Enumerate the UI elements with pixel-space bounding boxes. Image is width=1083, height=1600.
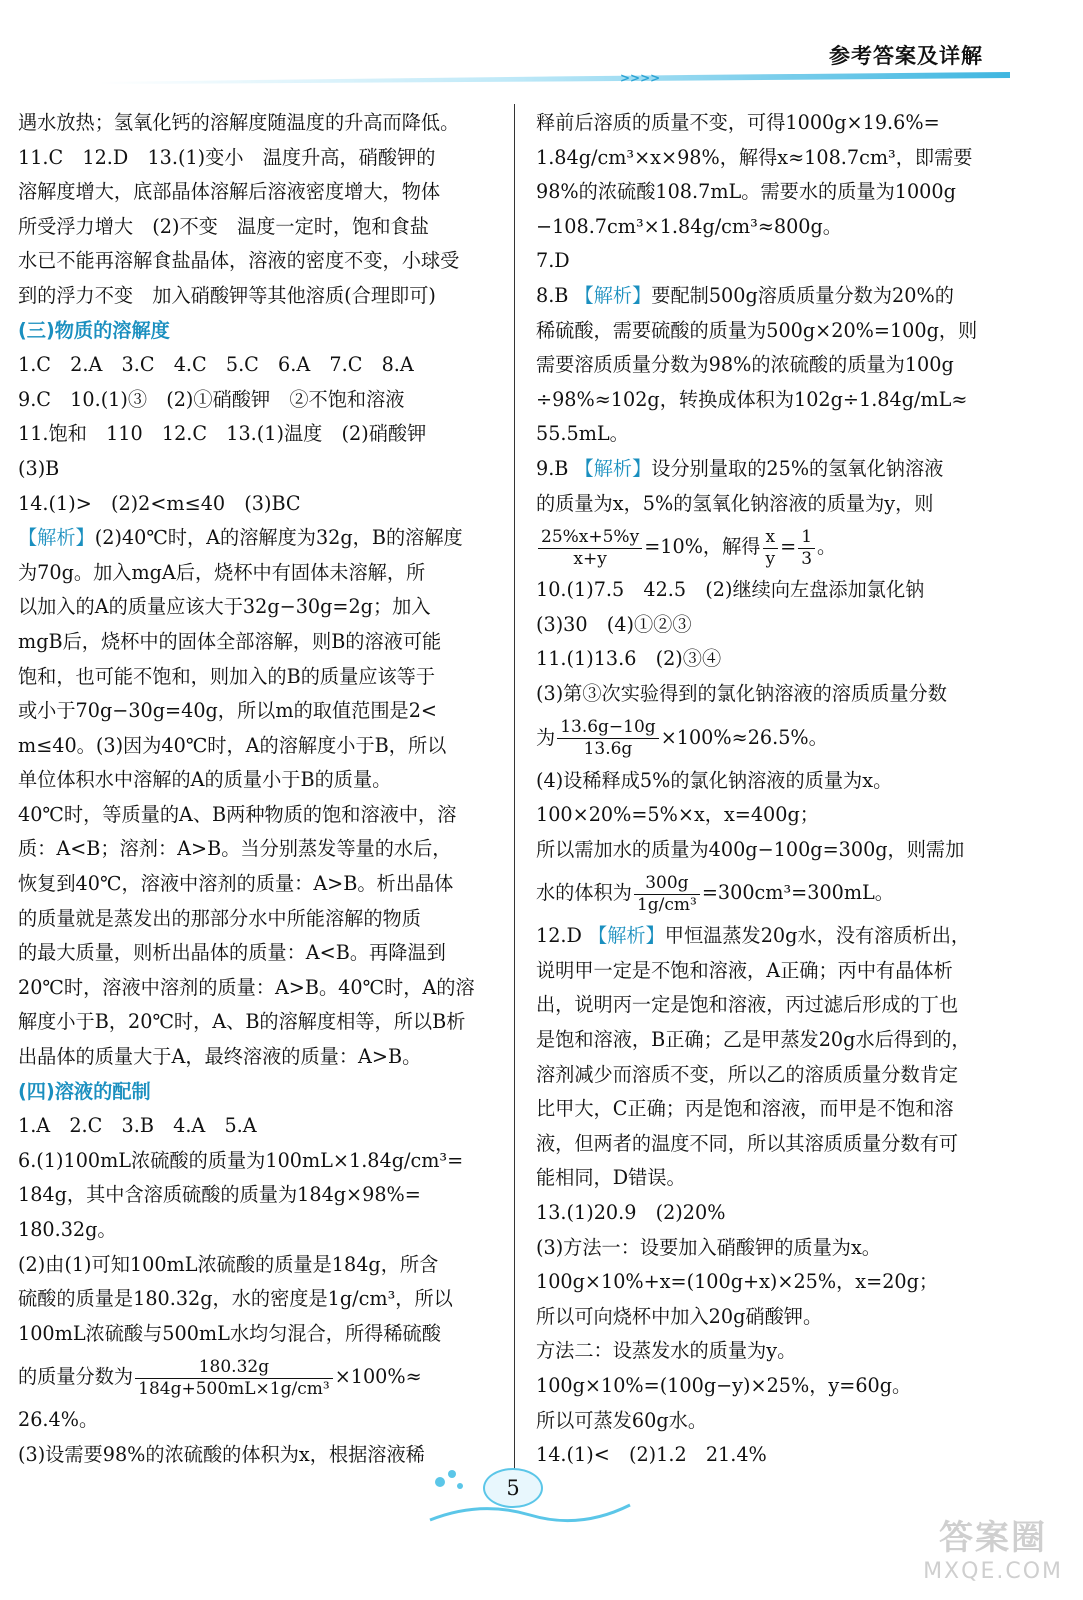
page-number: 5 [483, 1468, 543, 1508]
text-line: 所以需加水的质量为400g−100g=300g，则需加 [536, 837, 965, 861]
analysis-tag: 【解析】 [574, 283, 652, 307]
text-line: 方法二：设蒸发水的质量为y。 [536, 1339, 797, 1363]
text-line: 出晶体的质量大于A，最终溶液的质量：A>B。 [18, 1045, 422, 1069]
fraction [763, 527, 779, 570]
text-line: 9.C 10.(1)③ (2)①硝酸钾 ②不饱和溶液 [18, 387, 405, 411]
text-span: 要配制500g溶质质量分数为20%的 [651, 283, 954, 307]
text-line: 100g×10%+x=(100g+x)×25%，x=20g； [536, 1270, 939, 1294]
text-span: 水的体积为 [536, 881, 632, 905]
text-span: 设分别量取的25%的氢氧化钠溶液 [651, 456, 944, 480]
formula-line [536, 712, 1012, 764]
fraction-denominator: x+y [573, 548, 607, 569]
svg-text:>>>>: >>>> [620, 71, 661, 85]
text-line: 水已不能再溶解食盐晶体，溶液的密度不变，小球受 [18, 249, 460, 273]
text-span: = [780, 535, 797, 559]
text-line: 的质量就是蒸发出的那部分水中所能溶解的物质 [18, 906, 421, 930]
text-line: 14.(1)< (2)1.2 21.4% [536, 1443, 767, 1467]
text-line: 质：A<B；溶剂：A>B。当分别蒸发等量的水后， [18, 837, 452, 861]
text-line: (4)设稀释成5%的氯化钠溶液的质量为x。 [536, 768, 893, 792]
text-line: (3)B [18, 456, 60, 480]
text-line: 需要溶质质量分数为98%的浓硫酸的质量为100g [536, 353, 954, 377]
fraction-denominator: 1g/cm³ [636, 894, 697, 915]
fraction-denominator: 3 [801, 548, 813, 569]
text-line: 以加入的A的质量应该大于32g−30g=2g；加入 [18, 595, 431, 619]
fraction-denominator: y [765, 548, 776, 569]
text-line: 6.(1)100mL浓硫酸的质量为100mL×1.84g/cm³= [18, 1148, 464, 1172]
analysis-tag: 【解析】 [574, 456, 652, 480]
text-span: =10%，解得 [644, 535, 761, 559]
text-line: 能相同，D错误。 [536, 1166, 686, 1190]
text-span: 的质量分数为 [18, 1365, 134, 1389]
text-line: 55.5mL。 [536, 422, 629, 446]
text-line: 说明甲一定是不饱和溶液，A正确；丙中有晶体析 [536, 958, 953, 982]
formula-line [536, 521, 1012, 573]
fraction-numerator: x [763, 527, 779, 549]
analysis-tag: 【解析】 [18, 526, 95, 550]
column-divider [514, 104, 515, 1492]
text-span: =300cm³=300mL。 [701, 881, 894, 905]
text-line: 解度小于B，20℃时，A、B的溶解度相等，所以B析 [18, 1010, 466, 1034]
text-line: 14.(1)> (2)2<m≤40 (3)BC [18, 491, 301, 515]
fraction-denominator: 13.6g [583, 739, 633, 759]
text-line: 溶解度增大，底部晶体溶解后溶液密度增大，物体 [18, 180, 441, 204]
text-span: (2)40℃时，A的溶解度为32g，B的溶解度 [94, 526, 463, 550]
text-line: 7.D [536, 249, 570, 273]
text-line: 的质量为x，5%的氢氧化钠溶液的质量为y，则 [536, 491, 934, 515]
text-span: 8.B [536, 283, 569, 307]
analysis-tag: 【解析】 [588, 924, 665, 948]
fraction [634, 873, 700, 916]
fraction [538, 527, 642, 570]
text-line [536, 279, 1012, 314]
text-line: 比甲大，C正确；丙是饱和溶液，而甲是不饱和溶 [536, 1097, 954, 1121]
text-span: ×100%≈26.5%。 [660, 725, 828, 749]
text-line: 所以可蒸发60g水。 [536, 1408, 708, 1432]
right-column [536, 106, 1012, 1473]
text-line: m≤40。(3)因为40℃时，A的溶解度小于B，所以 [18, 733, 447, 757]
text-line: 20℃时，溶液中溶剂的质量：A>B。40℃时，A的溶 [18, 975, 475, 999]
text-line: 饱和，也可能不饱和，则加入的B的质量应该等于 [18, 664, 436, 688]
text-span: 12.D [536, 924, 582, 948]
section-heading: (四)溶液的配制 [18, 1079, 151, 1103]
text-line: 180.32g。 [18, 1218, 117, 1241]
text-line: 为70g。加入mgA后，烧杯中有固体未溶解，所 [18, 560, 426, 584]
text-line: 液，但两者的温度不同，所以其溶质质量分数有可 [536, 1131, 959, 1155]
watermark-url: MXQE.COM [923, 1559, 1063, 1584]
text-line: 是饱和溶液，B正确；乙是甲蒸发20g水后得到的， [536, 1028, 971, 1052]
text-line: (3)方法一：设要加入硝酸钾的质量为x。 [536, 1235, 881, 1259]
fraction-numerator: 1 [798, 527, 815, 549]
text-line: 稀硫酸，需要硫酸的质量为500g×20%=100g，则 [536, 318, 978, 342]
fraction [135, 1357, 333, 1400]
header-band [100, 70, 1010, 86]
watermark-text: 答案圈 [939, 1518, 1048, 1558]
text-line [536, 452, 1012, 487]
text-line: 184g，其中含溶质硫酸的质量为184g×98%= [18, 1183, 421, 1207]
formula-line [536, 867, 1012, 919]
text-line: 11.饱和 110 12.C 13.(1)温度 (2)硝酸钾 [18, 422, 427, 446]
text-line: 或小于70g−30g=40g，所以m的取值范围是2< [18, 699, 437, 723]
left-column [18, 106, 494, 1473]
text-line: (3)30 (4)①②③ [536, 612, 692, 636]
text-line: 恢复到40℃，溶液中溶剂的质量：A>B。析出晶体 [18, 872, 454, 896]
header-title: 参考答案及详解 [829, 44, 983, 68]
text-line: 40℃时，等质量的A、B两种物质的饱和溶液中，溶 [18, 802, 457, 826]
text-line: 遇水放热；氢氧化钙的溶解度随温度的升高而降低。 [18, 111, 460, 134]
text-line: 硫酸的质量是180.32g，水的密度是1g/cm³，所以 [18, 1287, 453, 1311]
watermark-logo [923, 1510, 1063, 1584]
text-line: 11.C 12.D 13.(1)变小 温度升高，硝酸钾的 [18, 145, 436, 169]
text-span: 为 [536, 725, 556, 749]
text-span: ×100%≈ [334, 1365, 422, 1389]
text-line: 100g×10%=(100g−y)×25%，y=60g。 [536, 1374, 912, 1397]
text-line: 13.(1)20.9 (2)20% [536, 1201, 726, 1225]
text-line: 释前后溶质的质量不变，可得1000g×19.6%= [536, 111, 940, 134]
text-line: 100×20%=5%×x，x=400g； [536, 803, 819, 827]
text-line: (3)设需要98%的浓硫酸的体积为x，根据溶液稀 [18, 1442, 425, 1466]
text-line: −108.7cm³×1.84g/cm³≈800g。 [536, 214, 842, 238]
text-line: 11.(1)13.6 (2)③④ [536, 647, 722, 671]
text-line: 10.(1)7.5 42.5 (2)继续向左盘添加氯化钠 [536, 578, 925, 602]
fraction-denominator: 184g+500mL×1g/cm³ [138, 1378, 330, 1399]
text-line: 1.84g/cm³×x×98%，解得x≈108.7cm³，即需要 [536, 145, 973, 169]
text-span: 甲恒温蒸发20g水，没有溶质析出， [664, 924, 971, 948]
fraction [557, 717, 659, 760]
text-line: 26.4%。 [18, 1408, 99, 1432]
text-line: ÷98%≈102g，转换成体积为102g÷1.84g/mL≈ [536, 387, 968, 411]
fraction-numerator: 300g [634, 873, 700, 895]
text-line: 单位体积水中溶解的A的质量小于B的质量。 [18, 768, 392, 792]
text-line: 出，说明丙一定是饱和溶液，丙过滤后形成的丁也 [536, 993, 959, 1017]
text-line: 1.A 2.C 3.B 4.A 5.A [18, 1114, 257, 1138]
text-line: (2)由(1)可知100mL浓硫酸的质量是184g，所含 [18, 1252, 439, 1276]
text-line: 1.C 2.A 3.C 4.C 5.C 6.A 7.C 8.A [18, 353, 414, 377]
text-line [18, 521, 494, 556]
text-span: 。 [817, 535, 837, 559]
text-line: 100mL浓硫酸与500mL水均匀混合，所得稀硫酸 [18, 1321, 441, 1345]
fraction-numerator: 13.6g−10g [557, 717, 659, 739]
text-line: 98%的浓硫酸108.7mL。需要水的质量为1000g [536, 180, 956, 204]
text-line: 的最大质量，则析出晶体的质量：A<B。再降温到 [18, 941, 446, 965]
text-line: 溶剂减少而溶质不变，所以乙的溶质质量分数肯定 [536, 1062, 959, 1086]
fraction [798, 527, 815, 570]
text-line: 所以可向烧杯中加入20g硝酸钾。 [536, 1304, 823, 1328]
text-line: 所受浮力增大 (2)不变 温度一定时，饱和食盐 [18, 214, 429, 238]
text-line: (3)第③次实验得到的氯化钠溶液的溶质质量分数 [536, 681, 947, 705]
section-heading: (三)物质的溶解度 [18, 318, 170, 342]
text-line: 到的浮力不变 加入硝酸钾等其他溶质(合理即可) [18, 283, 436, 307]
text-line [536, 919, 1012, 954]
fraction-numerator: 25%x+5%y [538, 527, 642, 549]
fraction-numerator: 180.32g [135, 1357, 333, 1379]
text-line: mgB后，烧杯中的固体全部溶解，则B的溶液可能 [18, 629, 442, 653]
text-span: 9.B [536, 456, 569, 480]
formula-line [18, 1351, 494, 1403]
